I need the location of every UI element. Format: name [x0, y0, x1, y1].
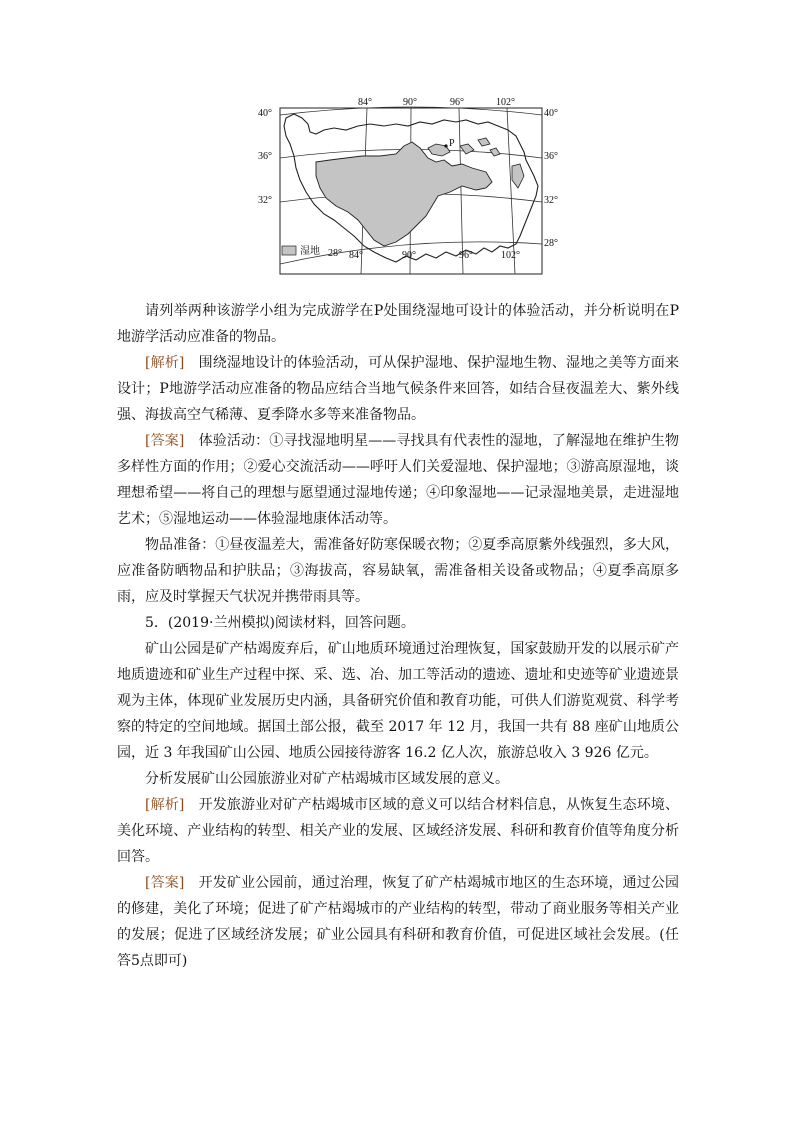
- lat-label-28-inner: 28°: [328, 248, 342, 259]
- q4-analysis-text: 围绕湿地设计的体验活动，可从保护湿地、保护湿地生物、湿地之美等方面来设计；P地游学活动应准备的物品应结合当地气候条件来回答，如结合昼夜温差大、紫外线强、海拔高空气稀薄、夏季降水多等来准备物品。: [117, 355, 679, 423]
- q4-answer: [117, 428, 679, 532]
- q4-analysis: [117, 350, 679, 428]
- tibet-plateau-map: [250, 96, 570, 276]
- legend-swatch: [282, 246, 296, 255]
- map-svg: [250, 96, 570, 276]
- q5-analysis: [117, 792, 679, 870]
- lon-label-90-top: 90°: [403, 97, 417, 108]
- q5-question: 分析发展矿山公园旅游业对矿产枯竭城市区域发展的意义。: [145, 771, 509, 787]
- lon-label-96-bottom: 96°: [459, 250, 473, 261]
- lat-label-28-right: 28°: [544, 238, 558, 249]
- point-p-label: P: [449, 138, 455, 149]
- lon-label-102-top: 102°: [496, 97, 515, 108]
- analysis-tag: [解析]: [145, 355, 185, 371]
- lon-label-84-top: 84°: [358, 97, 372, 108]
- lon-label-102-bottom: 102°: [501, 250, 520, 261]
- q5-analysis-text: 开发旅游业对矿产枯竭城市区域的意义可以结合材料信息，从恢复生态环境、美化环境、产业结构的转型、相关产业的发展、区域经济发展、科研和教育价值等角度分析回答。: [117, 797, 679, 865]
- lat-label-32-left: 32°: [258, 195, 272, 206]
- q4-items: 物品准备：①昼夜温差大，需准备好防寒保暖衣物；②夏季高原紫外线强烈，多大风，应准备防晒物品和护肤品；③海拔高，容易缺氧，需准备相关设备或物品；④夏季高原多雨，应及时掌握天气状况并携带雨具等。: [117, 537, 679, 605]
- q4-prompt: 请列举两种该游学小组为完成游学在P处围绕湿地可设计的体验活动，并分析说明在P地游学活动应准备的物品。: [117, 303, 679, 345]
- lat-label-36-right: 36°: [544, 151, 558, 162]
- lat-label-32-right: 32°: [544, 195, 558, 206]
- lon-label-84-bottom: 84°: [349, 250, 363, 261]
- analysis-tag: [解析]: [145, 797, 185, 813]
- lat-label-40-right: 40°: [544, 108, 558, 119]
- q4-answer-text: 体验活动：①寻找湿地明星——寻找具有代表性的湿地，了解湿地在维护生物多样性方面的作用；②爱心交流活动——呼吁人们关爱湿地、保护湿地；③游高原湿地，谈理想希望——将自己的理想与愿望通过湿地传递；④印象湿地——记录湿地美景，走进湿地艺术；⑤湿地运动——体验湿地康体活动等。: [117, 433, 679, 527]
- q5-answer-text: 开发矿业公园前，通过治理，恢复了矿产枯竭城市地区的生态环境，通过公园的修建，美化了环境；促进了矿产枯竭城市的产业结构的转型，带动了商业服务等相关产业的发展；促进了区域经济发展；矿业公园具有科研和教育价值，可促进区域社会发展。(任答5点即可): [117, 875, 679, 969]
- lat-label-36-left: 36°: [258, 151, 272, 162]
- q5-header: 5．(2019·兰州模拟)阅读材料，回答问题。: [145, 615, 415, 631]
- answer-tag: [答案]: [145, 875, 185, 891]
- point-p-marker: [444, 144, 447, 147]
- legend-label: 湿地: [300, 246, 320, 257]
- q5-answer: [117, 870, 679, 974]
- lat-label-40-left: 40°: [258, 108, 272, 119]
- document-body: [117, 298, 679, 974]
- answer-tag: [答案]: [145, 433, 185, 449]
- lon-label-90-bottom: 90°: [402, 250, 416, 261]
- q5-material: 矿山公园是矿产枯竭废弃后，矿山地质环境通过治理恢复，国家鼓励开发的以展示矿产地质遗迹和矿业生产过程中探、采、选、冶、加工等活动的遗迹、遗址和史迹等矿业遗迹景观为主体，体现矿业发展历史内涵，具备研究价值和教育功能，可供人们游览观赏、科学考察的特定的空间地域。据国土部公报，截至 2017 年 12 月，我国一共有 88 座矿山地质公园，近 3 年我国矿山公园、地质公园接待游客 16.2 亿人次，旅游总收入 3 926 亿元。: [117, 641, 679, 761]
- lon-label-96-top: 96°: [450, 97, 464, 108]
